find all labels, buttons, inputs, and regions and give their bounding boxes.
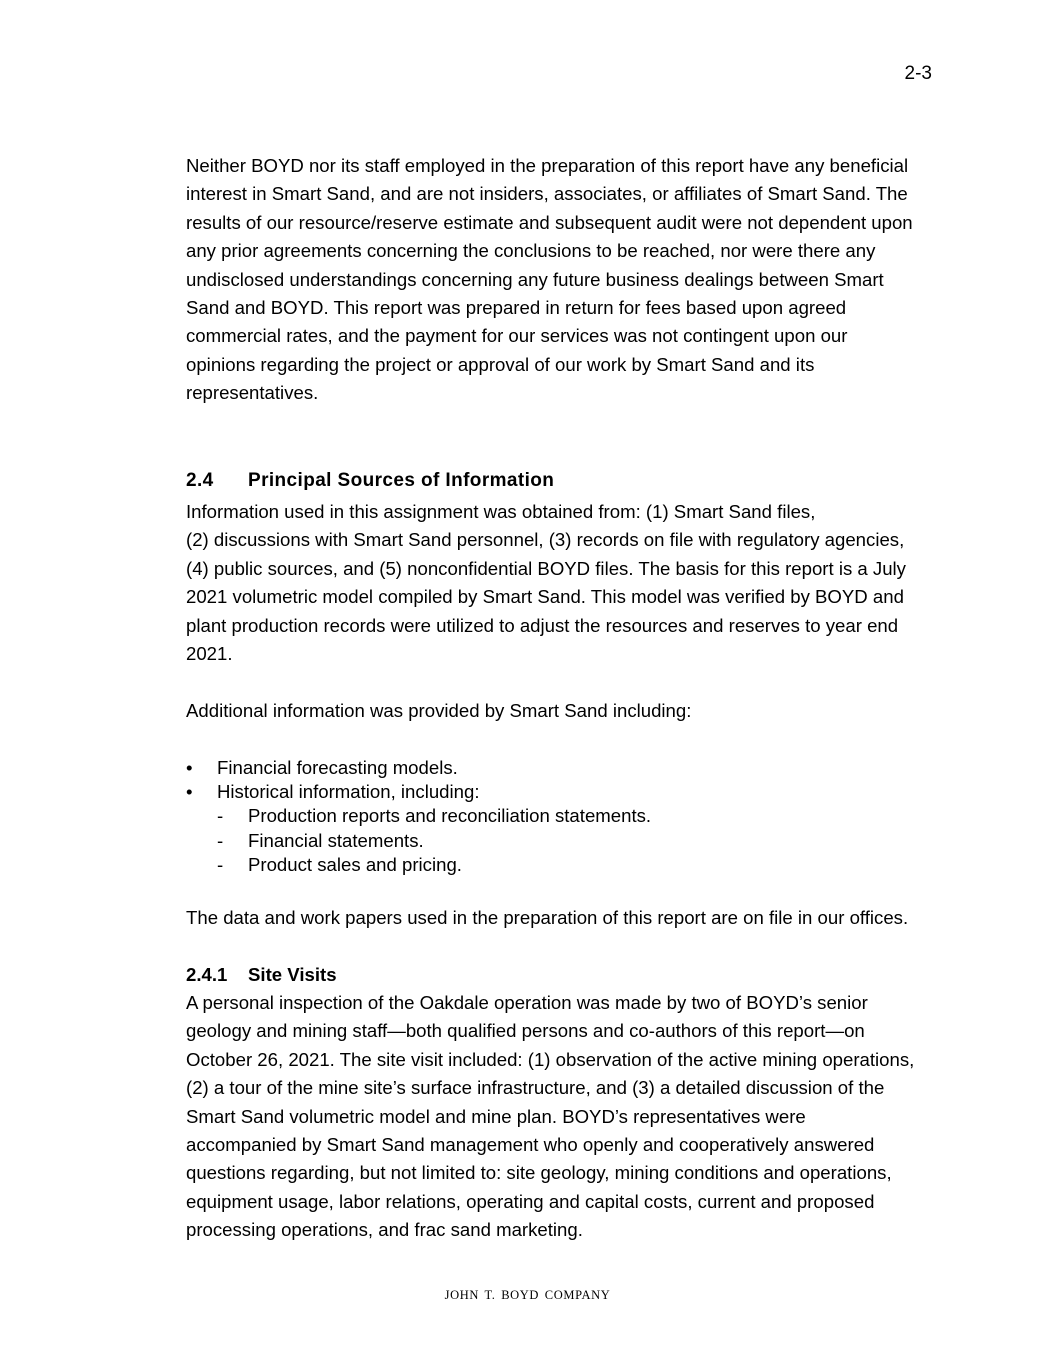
data-on-file-text: The data and work papers used in the preparation of this report are on file in our offices. (186, 907, 909, 928)
sub-item-text: Product sales and pricing. (248, 853, 462, 875)
intro-line: commercial rates, and the payment for our services was not contingent upon our (186, 325, 848, 347)
bullet-marker: • (186, 757, 193, 778)
sources-line: (2) discussions with Smart Sand personnel, (3) records on file with regulatory agencies, (186, 529, 905, 551)
intro-line: interest in Smart Sand, and are not insiders, associates, or affiliates of Smart Sand. The (186, 183, 908, 205)
site-visit-line: equipment usage, labor relations, operating and capital costs, current and proposed (186, 1190, 875, 1212)
sources-line: 2021. (186, 643, 233, 665)
intro-line: Sand and BOYD. This report was prepared in return for fees based upon agreed (186, 297, 847, 319)
sources-line: (4) public sources, and (5) nonconfidential BOYD files. The basis for this report is a July (186, 557, 906, 579)
site-visit-line: processing operations, and frac sand marketing. (186, 1219, 583, 1241)
dash-marker: - (217, 805, 224, 827)
info-bullet-list (186, 756, 651, 877)
site-visit-line: October 26, 2021. The site visit included: (1) observation of the active mining operations, (186, 1048, 915, 1070)
intro-line: opinions regarding the project or approval of our work by Smart Sand and its (186, 353, 815, 375)
intro-line: Neither BOYD nor its staff employed in the preparation of this report have any beneficial (186, 155, 909, 176)
site-visit-line: geology and mining staff—both qualified persons and co-authors of this report—on (186, 1020, 865, 1042)
section-title: Principal Sources of Information (248, 470, 555, 491)
list-item (217, 804, 651, 828)
subsection-number: 2.4.1 (186, 964, 228, 985)
bullet-text: Historical information, including: (217, 781, 480, 803)
dash-marker: - (217, 829, 224, 851)
section-number: 2.4 (186, 470, 214, 491)
sub-item-text: Financial statements. (248, 829, 424, 851)
intro-line: any prior agreements concerning the conclusions to be reached, nor were there any (186, 240, 876, 262)
sub-item-text: Production reports and reconciliation statements. (248, 805, 652, 827)
sources-line: Information used in this assignment was obtained from: (1) Smart Sand files, (186, 501, 816, 522)
sources-line: plant production records were utilized to adjust the resources and reserves to year end (186, 614, 899, 636)
list-item (217, 829, 651, 853)
footer-company: JOHN T. BOYD COMPANY (444, 1288, 611, 1302)
sources-paragraph (186, 498, 946, 668)
page-number: 2-3 (904, 63, 932, 84)
intro-line: representatives. (186, 382, 319, 404)
site-visit-line: questions regarding, but not limited to: site geology, mining conditions and operations, (186, 1162, 892, 1184)
bullet-marker: • (186, 781, 193, 803)
site-visit-line: Smart Sand volumetric model and mine plan. BOYD’s representatives were (186, 1105, 806, 1127)
sources-line: 2021 volumetric model compiled by Smart Sand. This model was verified by BOYD and (186, 586, 904, 608)
site-visit-line: (2) a tour of the mine site’s surface infrastructure, and (3) a detailed discussion of the (186, 1077, 885, 1099)
bullet-text: Financial forecasting models. (217, 757, 458, 778)
subsection-title: Site Visits (248, 964, 337, 985)
intro-line: results of our resource/reserve estimate and subsequent audit were not dependent upon (186, 211, 913, 233)
intro-paragraph (186, 152, 946, 408)
list-item (186, 756, 651, 780)
additional-info-text: Additional information was provided by Smart Sand including: (186, 700, 692, 721)
list-item (186, 780, 651, 877)
site-visit-line: accompanied by Smart Sand management who openly and cooperatively answered (186, 1134, 875, 1156)
dash-marker: - (217, 853, 224, 875)
section-heading-2-4 (186, 468, 554, 494)
intro-line: undisclosed understandings concerning any future business dealings between Smart (186, 268, 884, 290)
section-heading-2-4-1 (186, 962, 337, 988)
site-visit-line: A personal inspection of the Oakdale operation was made by two of BOYD’s senior (186, 992, 868, 1013)
list-item (217, 853, 651, 877)
site-visits-paragraph (186, 989, 946, 1245)
historical-sub-list (217, 804, 651, 877)
